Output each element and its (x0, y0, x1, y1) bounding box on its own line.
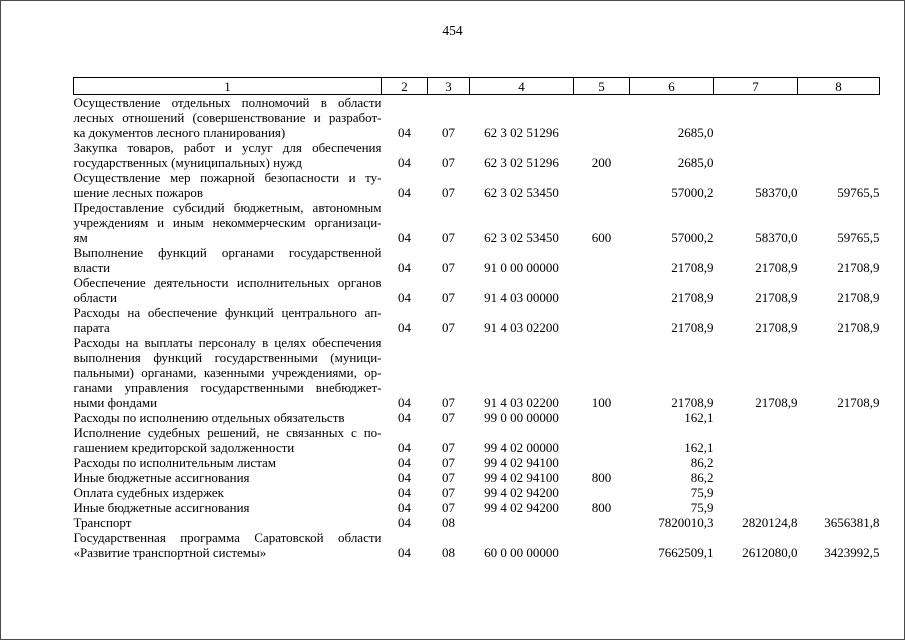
row-name-line: пальными) органами, казенными учреждениями, ор- (73, 365, 382, 380)
cell-col-3: 07 (442, 485, 455, 500)
row-name-line: Оплата судебных издержек (73, 485, 224, 500)
row-name-line: Осуществление отдельных полномочий в области (73, 95, 382, 110)
cell-col-5 (574, 305, 630, 335)
cell-col-8: 21708,9 (837, 290, 880, 305)
row-name-line: шение лесных пожаров (73, 185, 204, 200)
cell-col-4: 99 4 02 94200 (484, 500, 559, 515)
cell-col-4: 62 3 02 53450 (484, 230, 559, 245)
row-name-line: учреждениям и иным некоммерческим организаци- (73, 215, 382, 230)
cell-col-6: 21708,9 (671, 320, 714, 335)
cell-col-5: 800 (591, 470, 612, 485)
cell-col-2: 04 (398, 125, 411, 140)
row-name-line: области (73, 290, 117, 305)
cell-col-2: 04 (398, 185, 411, 200)
cell-col-5: 200 (591, 155, 612, 170)
cell-col-8 (798, 455, 880, 470)
cell-col-5 (574, 485, 630, 500)
cell-col-6: 57000,2 (671, 185, 714, 200)
cell-col-3: 07 (442, 440, 455, 455)
cell-col-7: 58370,0 (755, 185, 798, 200)
cell-col-3: 07 (442, 230, 455, 245)
row-name-line: Обеспечение деятельности исполнительных органов (73, 275, 382, 290)
table-row (74, 530, 880, 560)
row-name (74, 245, 382, 275)
row-name-line: гашением кредиторской задолженности (73, 440, 295, 455)
cell-col-4: 91 4 03 02200 (484, 395, 559, 410)
column-header-5: 5 (574, 78, 630, 95)
cell-col-3: 07 (442, 155, 455, 170)
cell-col-6: 162,1 (684, 410, 714, 425)
cell-col-4: 99 4 02 00000 (484, 440, 559, 455)
table-row (74, 335, 880, 410)
cell-col-5 (574, 425, 630, 455)
row-name-line: «Развитие транспортной системы» (73, 545, 267, 560)
cell-col-3: 07 (442, 395, 455, 410)
cell-col-7: 21708,9 (755, 290, 798, 305)
cell-col-6: 57000,2 (671, 230, 714, 245)
cell-col-8 (798, 485, 880, 500)
column-header-8: 8 (798, 78, 880, 95)
row-name-line: Государственная программа Саратовской области (73, 530, 382, 545)
cell-col-3: 07 (442, 410, 455, 425)
cell-col-2: 04 (398, 485, 411, 500)
cell-col-8: 59765,5 (837, 185, 880, 200)
row-name-line: Предоставление субсидий бюджетным, автономным (73, 200, 382, 215)
cell-col-8: 21708,9 (837, 260, 880, 275)
row-name (74, 95, 382, 141)
cell-col-8: 21708,9 (837, 320, 880, 335)
cell-col-7: 58370,0 (755, 230, 798, 245)
cell-col-4: 99 4 02 94200 (484, 485, 559, 500)
cell-col-2: 04 (398, 545, 411, 560)
cell-col-7 (714, 410, 798, 425)
cell-col-2: 04 (398, 515, 411, 530)
page-number: 454 (442, 23, 463, 38)
row-name-line: ганами управления государственными внебюджет- (73, 380, 382, 395)
cell-col-4: 62 3 02 53450 (484, 185, 559, 200)
cell-col-3: 07 (442, 125, 455, 140)
cell-col-2: 04 (398, 440, 411, 455)
row-name-line: Расходы на обеспечение функций центрального ап- (73, 305, 382, 320)
cell-col-4: 91 4 03 00000 (484, 290, 559, 305)
row-name-line: государственных (муниципальных) нужд (73, 155, 302, 170)
cell-col-7: 21708,9 (755, 395, 798, 410)
cell-col-5 (574, 95, 630, 141)
cell-col-7 (714, 140, 798, 170)
row-name-line: ка документов лесного планирования) (73, 125, 286, 140)
row-name-line: власти (73, 260, 111, 275)
table-row (74, 140, 880, 170)
row-name-line: Иные бюджетные ассигнования (73, 470, 250, 485)
table-row (74, 500, 880, 515)
row-name (74, 410, 382, 425)
row-name (74, 335, 382, 410)
cell-col-2: 04 (398, 500, 411, 515)
table-row (74, 455, 880, 470)
row-name-line: Транспорт (73, 515, 132, 530)
row-name (74, 425, 382, 455)
cell-col-6: 21708,9 (671, 290, 714, 305)
cell-col-2: 04 (398, 455, 411, 470)
cell-col-4: 99 4 02 94100 (484, 470, 559, 485)
cell-col-2: 04 (398, 290, 411, 305)
cell-col-5 (574, 170, 630, 200)
cell-col-3: 07 (442, 470, 455, 485)
cell-col-7 (714, 95, 798, 141)
cell-col-4: 99 4 02 94100 (484, 455, 559, 470)
cell-col-5 (574, 530, 630, 560)
row-name-line: Расходы на выплаты персоналу в целях обеспечения (73, 335, 382, 350)
cell-col-5 (574, 455, 630, 470)
cell-col-5: 800 (591, 500, 612, 515)
cell-col-7: 2612080,0 (742, 545, 798, 560)
table-row (74, 425, 880, 455)
row-name (74, 470, 382, 485)
cell-col-4: 91 0 00 00000 (484, 260, 559, 275)
cell-col-6: 2685,0 (677, 125, 714, 140)
cell-col-5 (574, 410, 630, 425)
cell-col-2: 04 (398, 320, 411, 335)
cell-col-8 (798, 425, 880, 455)
cell-col-5 (574, 515, 630, 530)
cell-col-7: 2820124,8 (742, 515, 798, 530)
cell-col-7: 21708,9 (755, 320, 798, 335)
row-name-line: выполнения функций государственными (муници- (73, 350, 382, 365)
cell-col-7 (714, 470, 798, 485)
row-name (74, 500, 382, 515)
cell-col-8 (798, 500, 880, 515)
cell-col-3: 08 (442, 545, 455, 560)
cell-col-4 (470, 515, 574, 530)
cell-col-2: 04 (398, 230, 411, 245)
cell-col-6: 21708,9 (671, 260, 714, 275)
row-name-line: Расходы по исполнительным листам (73, 455, 277, 470)
row-name (74, 275, 382, 305)
budget-table (73, 77, 880, 560)
cell-col-3: 07 (442, 185, 455, 200)
cell-col-8 (798, 470, 880, 485)
cell-col-4: 99 0 00 00000 (484, 410, 559, 425)
row-name (74, 530, 382, 560)
row-name-line: ям (73, 230, 88, 245)
cell-col-6: 86,2 (690, 455, 714, 470)
table-header-row (74, 78, 880, 95)
cell-col-6: 7662509,1 (658, 545, 714, 560)
table-header (74, 78, 880, 95)
row-name-line: ными фондами (73, 395, 158, 410)
row-name (74, 485, 382, 500)
table-row (74, 170, 880, 200)
row-name (74, 515, 382, 530)
cell-col-4: 60 0 00 00000 (484, 545, 559, 560)
cell-col-8: 21708,9 (837, 395, 880, 410)
column-header-2: 2 (382, 78, 428, 95)
table-row (74, 275, 880, 305)
cell-col-7 (714, 455, 798, 470)
cell-col-8 (798, 95, 880, 141)
cell-col-6: 86,2 (690, 470, 714, 485)
cell-col-6: 21708,9 (671, 395, 714, 410)
cell-col-4: 62 3 02 51296 (484, 155, 559, 170)
table-row (74, 470, 880, 485)
table-row (74, 515, 880, 530)
column-header-7: 7 (714, 78, 798, 95)
cell-col-5: 100 (591, 395, 612, 410)
cell-col-6: 162,1 (684, 440, 714, 455)
row-name-line: парата (73, 320, 110, 335)
cell-col-2: 04 (398, 155, 411, 170)
cell-col-6: 2685,0 (677, 155, 714, 170)
column-header-6: 6 (630, 78, 714, 95)
table-row (74, 485, 880, 500)
cell-col-6: 7820010,3 (658, 515, 714, 530)
cell-col-3: 07 (442, 320, 455, 335)
cell-col-5 (574, 275, 630, 305)
cell-col-8: 3423992,5 (824, 545, 880, 560)
row-name-line: Закупка товаров, работ и услуг для обеспечения (73, 140, 382, 155)
column-header-3: 3 (428, 78, 470, 95)
column-header-1: 1 (74, 78, 382, 95)
cell-col-2: 04 (398, 470, 411, 485)
cell-col-8 (798, 140, 880, 170)
cell-col-2: 04 (398, 410, 411, 425)
cell-col-2: 04 (398, 395, 411, 410)
cell-col-5 (574, 245, 630, 275)
row-name-line: Расходы по исполнению отдельных обязательств (73, 410, 345, 425)
cell-col-6: 75,9 (690, 500, 714, 515)
cell-col-4: 62 3 02 51296 (484, 125, 559, 140)
cell-col-7 (714, 485, 798, 500)
row-name-line: Выполнение функций органами государственной (73, 245, 382, 260)
row-name-line: Иные бюджетные ассигнования (73, 500, 250, 515)
column-header-4: 4 (470, 78, 574, 95)
table-row (74, 305, 880, 335)
table-row (74, 410, 880, 425)
cell-col-8 (798, 410, 880, 425)
table-body (74, 95, 880, 561)
cell-col-7 (714, 500, 798, 515)
cell-col-3: 07 (442, 260, 455, 275)
row-name-line: Осуществление мер пожарной безопасности и ту- (73, 170, 382, 185)
row-name (74, 455, 382, 470)
cell-col-7: 21708,9 (755, 260, 798, 275)
cell-col-4: 91 4 03 02200 (484, 320, 559, 335)
row-name-line: лесных отношений (совершенствование и разработ- (73, 110, 382, 125)
cell-col-8: 59765,5 (837, 230, 880, 245)
row-name (74, 200, 382, 245)
cell-col-3: 07 (442, 290, 455, 305)
cell-col-3: 07 (442, 455, 455, 470)
cell-col-7 (714, 425, 798, 455)
cell-col-5: 600 (591, 230, 612, 245)
cell-col-8: 3656381,8 (824, 515, 880, 530)
row-name-line: Исполнение судебных решений, не связанных с по- (73, 425, 382, 440)
row-name (74, 140, 382, 170)
cell-col-3: 07 (442, 500, 455, 515)
table-row (74, 200, 880, 245)
row-name (74, 170, 382, 200)
row-name (74, 305, 382, 335)
cell-col-3: 08 (442, 515, 455, 530)
table-row (74, 95, 880, 141)
cell-col-6: 75,9 (690, 485, 714, 500)
cell-col-2: 04 (398, 260, 411, 275)
table-row (74, 245, 880, 275)
